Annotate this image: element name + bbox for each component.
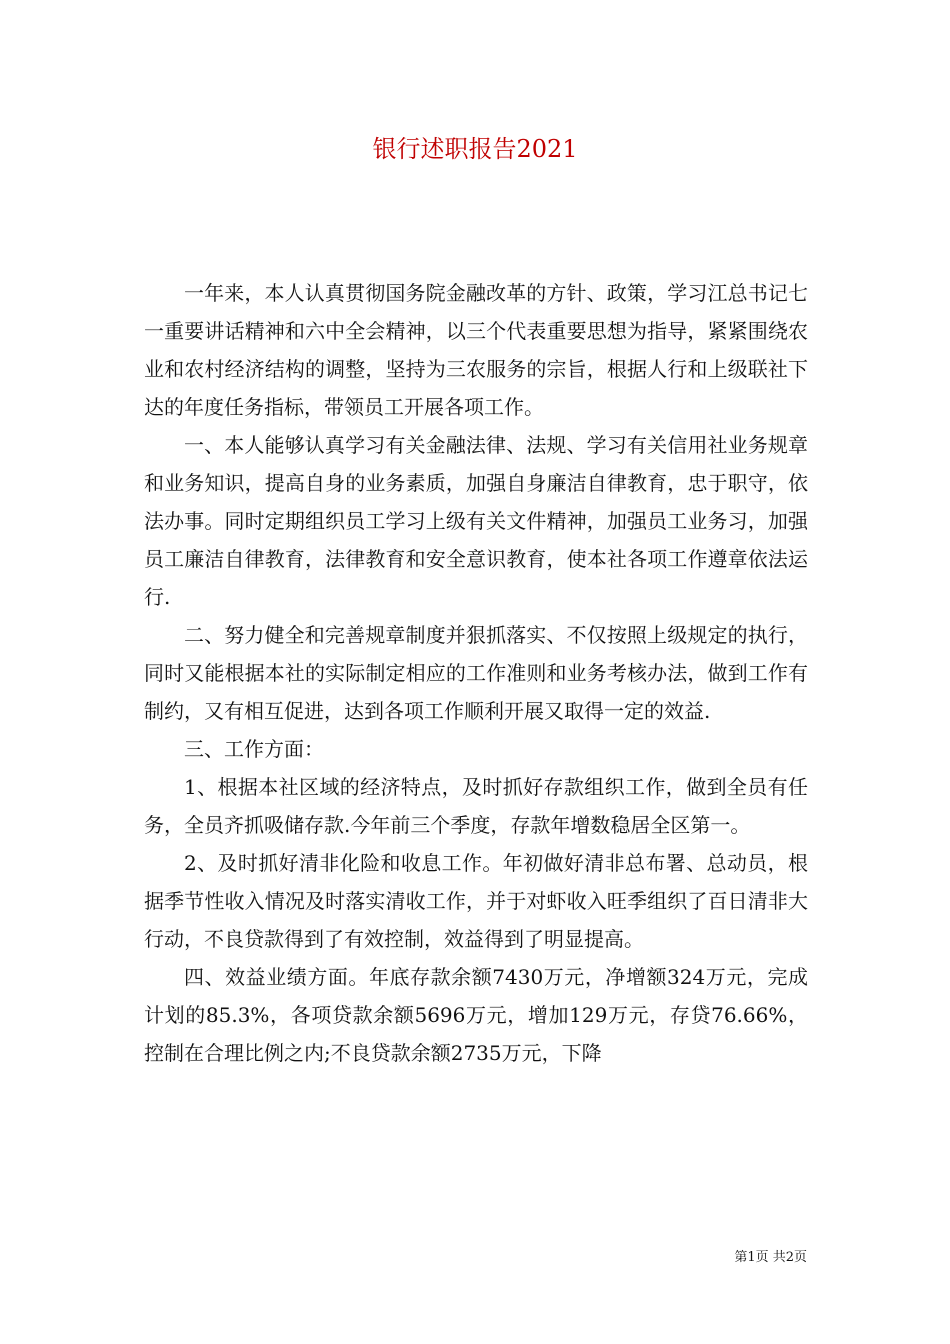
page-number: 第1页 共2页 <box>734 1250 807 1265</box>
paragraph-item-1: 1、根据本社区域的经济特点，及时抓好存款组织工作，做到全员有任务，全员齐抓吸储存款.今年前三个季度，存款年增数稳居全区第一。 <box>144 775 808 837</box>
paragraph-section-3-heading: 三、工作方面： <box>184 737 324 761</box>
paragraph-section-1: 一、本人能够认真学习有关金融法律、法规、学习有关信用社业务规章和业务知识，提高自身的业务素质，加强自身廉洁自律教育，忠于职守，依法办事。同时定期组织员工学习上级有关文件精神，加强员工业务习，加强员工廉洁自律教育，法律教育和安全意识教育，使本社各项工作遵章依法运行. <box>144 433 808 609</box>
document-title: 银行述职报告2021 <box>372 135 578 163</box>
document-body <box>144 274 808 1072</box>
paragraph-section-2: 二、努力健全和完善规章制度并狠抓落实、不仅按照上级规定的执行，同时又能根据本社的实际制定相应的工作准则和业务考核办法，做到工作有制约，又有相互促进，达到各项工作顺利开展又取得一定的效益. <box>144 623 808 723</box>
paragraph-intro: 一年来，本人认真贯彻国务院金融改革的方针、政策，学习江总书记七一重要讲话精神和六中全会精神，以三个代表重要思想为指导，紧紧围绕农业和农村经济结构的调整，坚持为三农服务的宗旨，根据人行和上级联社下达的年度任务指标，带领员工开展各项工作。 <box>144 281 808 419</box>
paragraph-section-4: 四、效益业绩方面。年底存款余额7430万元，净增额324万元，完成计划的85.3%，各项贷款余额5696万元，增加129万元，存贷76.66%，控制在合理比例之内;不良贷款余额2735万元，下降 <box>144 965 808 1065</box>
paragraph-item-2: 2、及时抓好清非化险和收息工作。年初做好清非总布署、总动员，根据季节性收入情况及时落实清收工作，并于对虾收入旺季组织了百日清非大行动，不良贷款得到了有效控制，效益得到了明显提高。 <box>144 851 808 951</box>
